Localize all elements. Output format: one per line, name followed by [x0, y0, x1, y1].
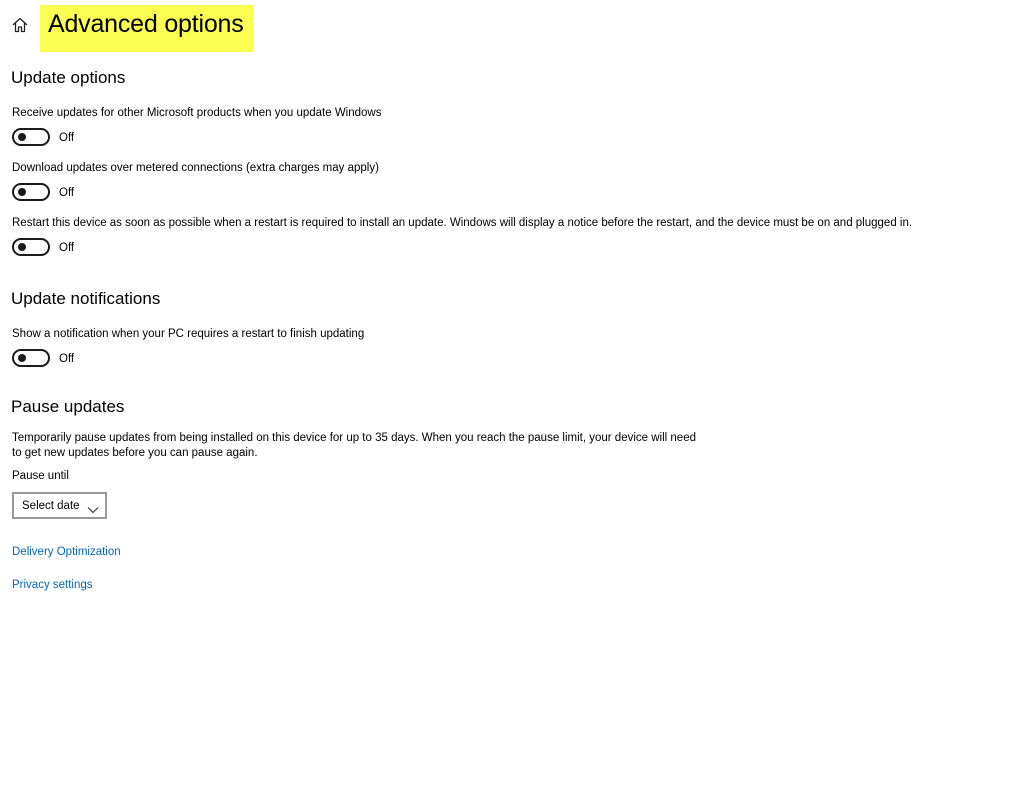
- select-date-dropdown[interactable]: [12, 492, 107, 519]
- home-icon[interactable]: [11, 16, 29, 34]
- toggle-knob: [18, 133, 26, 141]
- restart-device-state: Off: [59, 242, 75, 254]
- receive-updates-state: Off: [59, 132, 75, 144]
- receive-updates-toggle[interactable]: [12, 128, 50, 146]
- toggle-knob: [18, 354, 26, 362]
- privacy-settings-link[interactable]: Privacy settings: [12, 579, 93, 591]
- metered-connections-toggle[interactable]: [12, 183, 50, 201]
- restart-notification-toggle[interactable]: [12, 349, 50, 367]
- restart-device-label: Restart this device as soon as possible when a restart is required to install an update. Windows will display a notice before the restart, and the device must be on and plugged in.: [12, 217, 913, 229]
- restart-device-toggle[interactable]: [12, 238, 50, 256]
- page-title: Advanced options: [48, 10, 244, 38]
- pause-updates-description: Temporarily pause updates from being installed on this device for up to 35 days. When you reach the pause limit, your device will need to get new updates before you can pause again.: [12, 432, 696, 459]
- receive-updates-label: Receive updates for other Microsoft products when you update Windows: [12, 107, 382, 119]
- chevron-down-icon: [87, 501, 99, 509]
- delivery-optimization-link[interactable]: Delivery Optimization: [12, 546, 121, 558]
- update-options-heading: Update options: [11, 68, 126, 87]
- restart-notification-label: Show a notification when your PC requires a restart to finish updating: [12, 328, 365, 340]
- pause-until-label: Pause until: [12, 470, 69, 482]
- select-date-value: Select date: [22, 500, 80, 512]
- update-notifications-heading: Update notifications: [11, 289, 161, 308]
- toggle-knob: [18, 188, 26, 196]
- toggle-knob: [18, 243, 26, 251]
- metered-connections-state: Off: [59, 187, 75, 199]
- pause-updates-heading: Pause updates: [11, 397, 125, 416]
- restart-notification-state: Off: [59, 353, 75, 365]
- metered-connections-label: Download updates over metered connections (extra charges may apply): [12, 162, 379, 174]
